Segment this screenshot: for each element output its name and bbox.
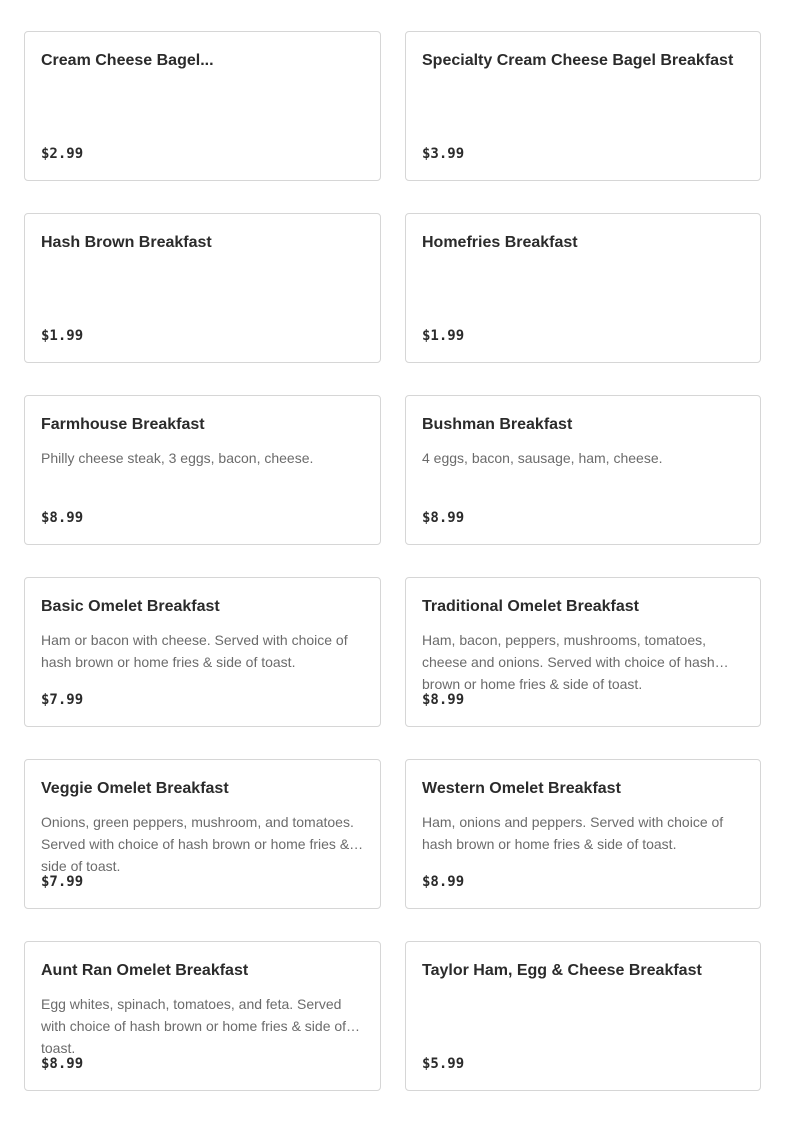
menu-item-card[interactable] [24, 213, 381, 363]
menu-item-card[interactable] [24, 941, 381, 1091]
menu-item-card[interactable] [405, 577, 761, 727]
menu-item-title: Hash Brown Breakfast [41, 234, 212, 251]
menu-item-description: Ham or bacon with cheese. Served with choice of hash brown or home fries & side of toast. [41, 632, 348, 670]
menu-item-card[interactable] [405, 941, 761, 1091]
menu-item-title: Specialty Cream Cheese Bagel Breakfast [422, 52, 734, 69]
menu-item-card[interactable] [405, 395, 761, 545]
menu-item-price: $1.99 [41, 328, 84, 344]
menu-item-description: Onions, green peppers, mushroom, and tomatoes. Served with choice of hash brown or home fries & side of toast. [41, 814, 354, 874]
menu-item-description: Philly cheese steak, 3 eggs, bacon, cheese. [41, 450, 314, 466]
menu-item-title: Veggie Omelet Breakfast [41, 780, 229, 797]
menu-item-price: $8.99 [422, 510, 465, 526]
menu-item-price: $5.99 [422, 1056, 465, 1072]
menu-item-title: Homefries Breakfast [422, 234, 578, 251]
menu-item-description: 4 eggs, bacon, sausage, ham, cheese. [422, 450, 663, 466]
menu-item-title: Western Omelet Breakfast [422, 780, 621, 797]
menu-item-card[interactable] [24, 577, 381, 727]
menu-item-description: Ham, bacon, peppers, mushrooms, tomatoes, cheese and onions. Served with choice of hash brown or home fries & side of toast. [422, 632, 715, 692]
menu-item-price: $2.99 [41, 146, 84, 162]
menu-item-price: $8.99 [41, 1056, 84, 1072]
menu-item-price: $8.99 [422, 692, 465, 708]
menu-item-title: Traditional Omelet Breakfast [422, 598, 639, 615]
menu-item-card[interactable] [24, 395, 381, 545]
menu-item-price: $7.99 [41, 874, 84, 890]
menu-item-card[interactable] [405, 759, 761, 909]
menu-item-price: $3.99 [422, 146, 465, 162]
menu-item-title: Basic Omelet Breakfast [41, 598, 220, 615]
menu-item-price: $8.99 [422, 874, 465, 890]
menu-item-description: Egg whites, spinach, tomatoes, and feta. Served with choice of hash brown or home fries & side of toast. [41, 996, 347, 1056]
menu-item-card[interactable] [405, 31, 761, 181]
menu-item-card[interactable] [24, 31, 381, 181]
menu-item-title: Cream Cheese Bagel... [41, 52, 214, 69]
menu-item-price: $7.99 [41, 692, 84, 708]
menu-item-grid [24, 0, 761, 1091]
menu-item-price: $8.99 [41, 510, 84, 526]
menu-item-card[interactable] [405, 213, 761, 363]
menu-item-description: Ham, onions and peppers. Served with choice of hash brown or home fries & side of toast. [422, 814, 724, 852]
menu-item-title: Farmhouse Breakfast [41, 416, 205, 433]
menu-item-title: Bushman Breakfast [422, 416, 573, 433]
menu-item-card[interactable] [24, 759, 381, 909]
menu-item-price: $1.99 [422, 328, 465, 344]
menu-item-title: Aunt Ran Omelet Breakfast [41, 962, 249, 979]
menu-item-title: Taylor Ham, Egg & Cheese Breakfast [422, 962, 702, 979]
